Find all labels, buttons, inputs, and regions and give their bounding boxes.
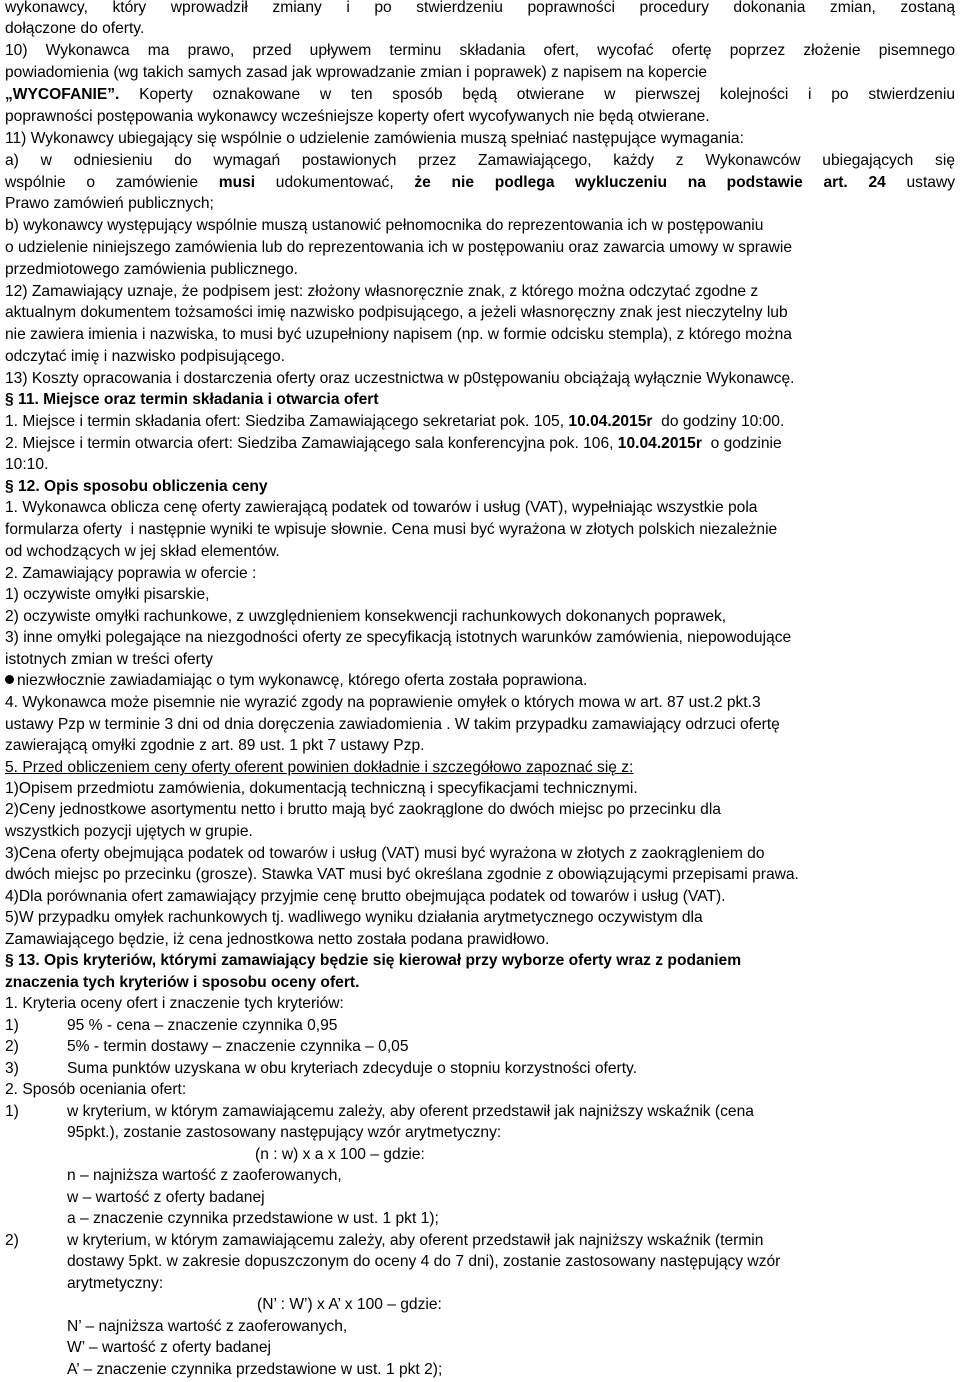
text-line: A’ – znaczenie czynnika przedstawione w ust. 1 pkt 2); — [67, 1361, 443, 1378]
text-line: Zamawiającego będzie, iż cena jednostkowa netto została podana prawidłowo. — [5, 931, 550, 948]
inline-text: do godziny 10:00. — [652, 413, 785, 430]
text-line: 1)Opisem przedmiotu zamówienia, dokumentacją techniczną i specyfikacjami technicznymi. — [5, 780, 638, 797]
text-line: 4)Dla porównania ofert zamawiający przyjmie cenę brutto obejmująca podatek od towarów i usług (VAT). — [5, 888, 726, 905]
text-line: od wchodzących w jej skład elementów. — [5, 543, 280, 560]
text-line: formularza oferty i następnie wyniki te wpisuje słownie. Cena musi być wyrażona w złotych polskich niezależnie — [5, 521, 778, 538]
list-number: 2) — [5, 1232, 19, 1249]
text-line: dostawy 5pkt. w zakresie dopuszczonym do oceny 4 do 7 dni), zostanie zastosowany następujący wzór — [67, 1253, 781, 1270]
inline-text: udokumentować, — [255, 174, 415, 191]
text-line — [5, 1036, 409, 1058]
inline-text: o godzinie — [701, 435, 782, 452]
text-line: 2. Sposób oceniania ofert: — [5, 1081, 187, 1098]
text-line: wszystkich pozycji ujętych w grupie. — [5, 823, 253, 840]
list-number: 3) — [5, 1060, 19, 1077]
list-number: 1) — [5, 1103, 19, 1120]
bold-text: musi — [218, 174, 256, 191]
bullet-icon — [5, 675, 14, 684]
text-line: N’ – najniższa wartość z zaoferowanych, — [67, 1318, 348, 1335]
text-line — [5, 433, 782, 455]
text-line: przedmiotowego zamówienia publicznego. — [5, 261, 298, 278]
text-line: dwóch miejsc po przecinku (grosze). Stawka VAT musi być określana zgodnie z obowiązującymi przepisami prawa. — [5, 866, 799, 883]
inline-text: niezwłocznie zawiadamiając o tym wykonawcę, którego oferta została poprawiona. — [17, 672, 588, 689]
text-line: a – znaczenie czynnika przedstawione w ust. 1 pkt 1); — [67, 1210, 439, 1227]
text-line: nie zawiera imienia i nazwiska, to musi być uzupełniony napisem (np. w formie odcisku stempla), z którego można — [5, 326, 792, 343]
text-line: 11) Wykonawcy ubiegający się wspólnie o udzielenie zamówienia muszą spełniać następujące wymagania: — [5, 130, 744, 147]
section-heading: § 13. Opis kryteriów, którymi zamawiający będzie się kierował przy wyborze oferty wraz z podaniem — [5, 952, 742, 969]
inline-text: Koperty oznakowane w ten sposób będą otwierane w pierwszej kolejności i po stwierdzeniu — [119, 86, 955, 103]
text-line — [5, 84, 955, 106]
text-line: W’ – wartość z oferty badanej — [67, 1339, 271, 1356]
text-line: 95pkt.), zostanie zastosowany następujący wzór arytmetyczny: — [67, 1124, 502, 1141]
text-line: istotnych zmian w treści oferty — [5, 651, 213, 668]
formula: (N’ : W’) x A’ x 100 – gdzie: — [257, 1296, 442, 1313]
bold-text: że nie podlega wykluczeniu na podstawie art. 24 — [414, 174, 886, 191]
text-line: 10) Wykonawca ma prawo, przed upływem terminu składania ofert, wycofać ofertę poprzez złożenie pisemnego — [5, 42, 955, 59]
list-text: w kryterium, w którym zamawiającemu zależy, aby oferent przedstawił jak najniższy wskaźnik (termin — [67, 1232, 764, 1249]
section-heading: § 11. Miejsce oraz termin składania i otwarcia ofert — [5, 391, 379, 408]
text-line: poprawności postępowania wykonawcy wcześniejsze koperty ofert wycofywanych nie będą otwierane. — [5, 108, 710, 125]
section-heading: § 12. Opis sposobu obliczenia ceny — [5, 478, 268, 495]
list-text: w kryterium, w którym zamawiającemu zależy, aby oferent przedstawił jak najniższy wskaźnik (cena — [67, 1103, 754, 1120]
text-line: odczytać imię i nazwisko podpisującego. — [5, 348, 285, 365]
bold-text: 10.04.2015r — [617, 435, 702, 452]
text-line: w – wartość z oferty badanej — [67, 1189, 265, 1206]
text-line — [5, 1015, 338, 1037]
inline-text: 2. Miejsce i termin otwarcia ofert: Siedziba Zamawiającego sala konferencyjna pok. 106, — [5, 435, 618, 452]
text-line: powiadomienia (wg takich samych zasad jak wprowadzanie zmian i poprawek) z napisem na kopercie — [5, 64, 708, 81]
underlined-heading: 5. Przed obliczeniem ceny oferty oferent powinien dokładnie i szczegółowo zapoznać się z: — [5, 759, 634, 776]
text-line — [5, 1058, 638, 1080]
text-line — [5, 411, 784, 433]
list-number: 2) — [5, 1038, 19, 1055]
text-line: Prawo zamówień publicznych; — [5, 195, 214, 212]
text-line: 4. Wykonawca może pisemnie nie wyrazić zgody na poprawienie omyłek o których mowa w art. 87 ust.2 pkt.3 — [5, 694, 761, 711]
text-line — [5, 670, 587, 692]
list-text: 95 % - cena – znaczenie czynnika 0,95 — [67, 1017, 338, 1034]
inline-text: ustawy — [885, 174, 956, 191]
bold-text: 10.04.2015r — [568, 413, 653, 430]
text-line: b) wykonawcy występujący wspólnie muszą ustanowić pełnomocnika do reprezentowania ich w postępowaniu — [5, 217, 764, 234]
text-line: 10:10. — [5, 456, 49, 473]
text-line — [5, 172, 955, 194]
list-text: 5% - termin dostawy – znaczenie czynnika – 0,05 — [67, 1038, 409, 1055]
text-line: ustawy Pzp w terminie 3 dni od dnia doręczenia zawiadomienia . W takim przypadku zamawiający odrzuci ofertę — [5, 716, 780, 733]
text-line: 2. Zamawiający poprawia w ofercie : — [5, 565, 257, 582]
text-line: 3)Cena oferty obejmująca podatek od towarów i usług (VAT) musi być wyrażona w złotych z zaokrągleniem do — [5, 845, 765, 862]
list-number: 1) — [5, 1017, 19, 1034]
text-line: 1) oczywiste omyłki pisarskie, — [5, 586, 210, 603]
text-line: a) w odniesieniu do wymagań postawionych przez Zamawiającego, każdy z Wykonawców ubiegających się — [5, 152, 955, 169]
text-line: 2) oczywiste omyłki rachunkowe, z uwzględnieniem konsekwencji rachunkowych dokonanych poprawek, — [5, 608, 727, 625]
text-line: 1. Kryteria oceny ofert i znaczenie tych kryteriów: — [5, 995, 344, 1012]
text-line: 1. Wykonawca oblicza cenę oferty zawierającą podatek od towarów i usług (VAT), wypełniając wszystkie pola — [5, 499, 758, 516]
text-line: 13) Koszty opracowania i dostarczenia oferty oraz uczestnictwa w p0stępowaniu obciążają wyłącznie Wykonawcę. — [5, 370, 795, 387]
inline-text: 1. Miejsce i termin składania ofert: Siedziba Zamawiającego sekretariat pok. 105, — [5, 413, 569, 430]
text-line: n – najniższa wartość z zaoferowanych, — [67, 1167, 342, 1184]
text-line: dołączone do oferty. — [5, 20, 145, 37]
section-heading: znaczenia tych kryteriów i sposobu oceny ofert. — [5, 974, 360, 991]
text-line — [5, 1101, 754, 1123]
text-line: 2)Ceny jednostkowe asortymentu netto i brutto mają być zaokrąglone do dwóch miejsc po przecinku dla — [5, 801, 721, 818]
inline-text: wspólnie o zamówienie — [5, 174, 219, 191]
text-line: arytmetyczny: — [67, 1275, 164, 1292]
text-line — [5, 1230, 764, 1252]
formula: (n : w) x a x 100 – gdzie: — [255, 1146, 425, 1163]
text-line: 5)W przypadku omyłek rachunkowych tj. wadliwego wyniku działania arytmetycznego oczywistym dla — [5, 909, 703, 926]
list-text: Suma punktów uzyskana w obu kryteriach zdecyduje o stopniu korzystności oferty. — [67, 1060, 638, 1077]
bold-text: „WYCOFANIE”. — [5, 86, 120, 103]
text-line: aktualnym dokumentem tożsamości imię nazwisko podpisującego, a jeżeli własnoręczny znak jest nieczytelny lub — [5, 304, 788, 321]
text-line: wykonawcy, który wprowadził zmiany i po stwierdzeniu poprawności procedury dokonania zmian, zostaną — [5, 0, 955, 16]
text-line: 3) inne omyłki polegające na niezgodności oferty ze specyfikacją istotnych warunków zamówienia, niepowodujące — [5, 629, 792, 646]
text-line: zawierającą omyłki zgodnie z art. 89 ust. 1 pkt 7 ustawy Pzp. — [5, 737, 425, 754]
text-line: 12) Zamawiający uznaje, że podpisem jest: złożony własnoręcznie znak, z którego można odczytać zgodne z — [5, 283, 759, 300]
text-line: o udzielenie niniejszego zamówienia lub do reprezentowania ich w postępowaniu oraz zawarcia umowy w sprawie — [5, 239, 793, 256]
